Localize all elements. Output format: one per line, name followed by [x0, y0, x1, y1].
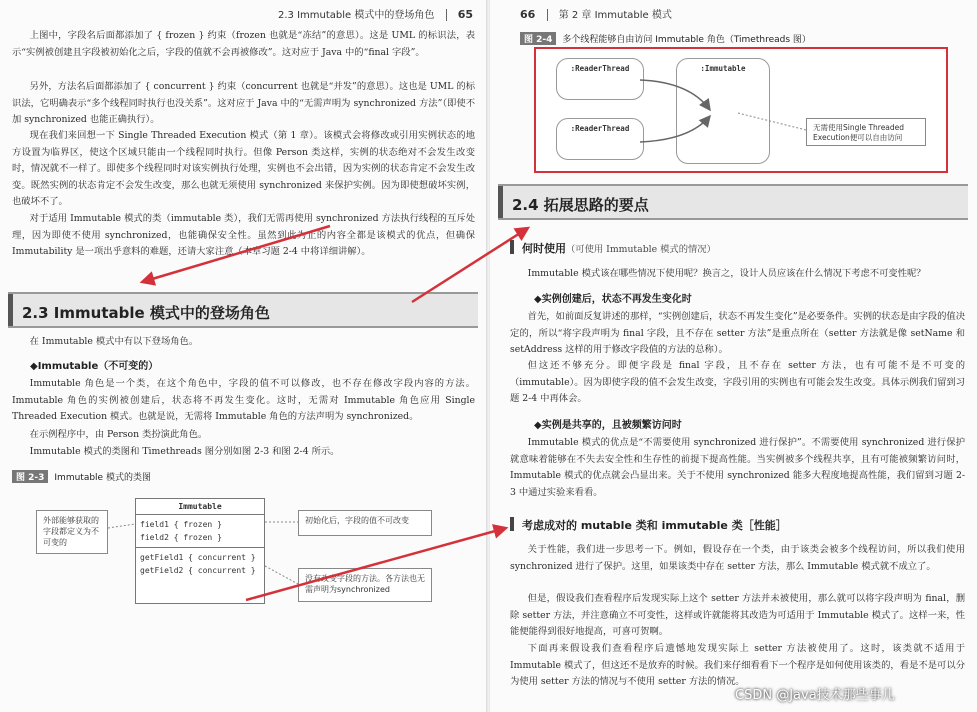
- right-paragraph-3: 但这还不够充分。即便字段是 final 字段，且不存在 setter 方法，也有可能不是不可变的（immutable）。因为即使字段的值不会发生改变，字段引用的实例也有可能会发生改变。具体示例我们留到习题 2-4 中再体会。: [510, 360, 965, 405]
- red-arrow-to-section-2-4: [412, 228, 528, 302]
- note-right-bottom: 没有改变字段的方法。各方法也无需声明为synchronized: [298, 568, 432, 602]
- red-arrow-to-section-2-3: [142, 226, 330, 282]
- figure-2-4-caption: 图 2-4 多个线程能够自由访问 Immutable 角色（Timethreads 图）: [520, 32, 811, 45]
- right-paragraph-4: Immutable 模式的优点是“不需要使用 synchronized 进行保护”。不需要使用 synchronized 进行保护就意味着能够在不失去安全性和生存性的前提下提高性能。当实例被多个线程共享，且有可能被频繁访问时，Immutable 模式的优点就会凸显出来。关于不使用 synchronized 能多大程度地提高性能，我们留到习题 2-3 中通过实验来看看。: [510, 437, 965, 498]
- right-paragraph-6: 但是，假设我们查看程序后发现实际上这个 setter 方法并未被使用，那么就可以将字段声明为 final，删除 setter 方法，并注意确立不可变性，这样或许就能将其改造为可适用于 Immutable 模式了。这样一来，性能便能得到很好地提高，可喜可贺啊。: [510, 593, 965, 638]
- perf-heading: 考虑成对的 mutable 类和 immutable 类［性能］: [510, 517, 787, 533]
- timethread-arrow-2: [640, 116, 710, 142]
- section-title-2-3: 2.3 Immutable 模式中的登场角色: [22, 304, 270, 322]
- left-paragraph-8: Immutable 模式的类图和 Timethreads 图分别如图 2-3 和图 2-4 所示。: [29, 446, 340, 457]
- left-paragraph-1: 上图中，字段名后面都添加了 { frozen } 约束（frozen 也就是“冻结”的意思）。这是 UML 的标识法，表示“实例被创建且字段被初始化之后，字段的值就不会再被修改”。这对应于 Java 中的“final 字段”。: [12, 30, 475, 58]
- timethread-arrow-1: [640, 80, 710, 110]
- figure-2-4-note: 无需使用Single Threaded Execution便可以自由访问: [806, 118, 926, 146]
- field-2: field2 { frozen }: [140, 533, 222, 542]
- role-heading: ◆Immutable（不可变的）: [30, 361, 159, 372]
- bullet-heading-2: ◆实例是共享的，且被频繁访问时: [534, 420, 682, 431]
- right-paragraph-2: 首先，如前面反复讲述的那样，“实例创建后，状态不再发生变化”是必要条件。实例的状态是由字段的值决定的，所以“将字段声明为 final 字段，且不存在 setter 方法”是重点所在（setter 方法就是像 setName 和 setAddress 这样的用于修改字段值的方法的总称）。: [510, 311, 965, 356]
- right-paragraph-7: 下面再来假设我们查看程序后遗憾地发现实际上 setter 方法被使用了。这时，该类就不适用于 Immutable 模式了，但这还不是放弃的时候。我们来仔细看看下一个程序是如何使用该类的，看是不是可以分为使用 setter 方法的情况与不使用 setter 方法的情况。: [510, 643, 965, 688]
- right-paragraph-1: Immutable 模式该在哪些情况下使用呢？换言之，设计人员应该在什么情况下考虑不可变性呢？: [527, 268, 926, 279]
- left-page-number: 65: [457, 8, 474, 21]
- left-paragraph-4: 对于适用 Immutable 模式的类（immutable 类），我们无需再使用 synchronized 方法执行线程的互斥处理，因为即使不使用 synchronized，也能确保安全性。虽然到此为止的内容全都是该模式的优点，但确保 Immutability 是一项出乎意料的难题，还请大家注意（本章习题 2-4 中将详细讲解）。: [12, 213, 475, 258]
- method-1: getField1 { concurrent }: [140, 553, 256, 562]
- field-1: field1 { frozen }: [140, 520, 222, 529]
- left-header-section: 2.3 Immutable 模式中的登场角色: [278, 10, 435, 21]
- reader-thread-1: :ReaderThread: [556, 58, 644, 100]
- figure-2-3-caption: 图 2-3 Immutable 模式的类图: [12, 470, 151, 483]
- note-left: 外部能够获取的字段都定义为不可变的: [36, 510, 108, 554]
- method-2: getField2 { concurrent }: [140, 566, 256, 575]
- reader-thread-2: :ReaderThread: [556, 118, 644, 160]
- csdn-watermark: CSDN @Java技术那些事儿: [735, 688, 895, 703]
- when-to-use-note: （可使用 Immutable 模式的情况）: [566, 244, 716, 255]
- figure-2-4-tag: 图 2-4: [520, 32, 556, 45]
- immutable-object: :Immutable: [676, 58, 770, 164]
- left-paragraph-6: Immutable 角色是一个类，在这个角色中，字段的值不可以修改，也不存在修改字段内容的方法。Immutable 角色的实例被创建后，状态将不再发生变化。这时，无需对 Immutable 角色应用 Single Threaded Execution 模式。也就是说，无需将 Immutable 角色的方法声明为 synchronized。: [12, 378, 475, 423]
- note-right-top: 初始化后，字段的值不可改变: [298, 510, 432, 536]
- red-arrow-to-perf-heading: [246, 528, 506, 600]
- section-title-2-4: 2.4 拓展思路的要点: [512, 196, 649, 214]
- left-paragraph-5: 在 Immutable 模式中有以下登场角色。: [29, 336, 199, 347]
- when-to-use-heading: 何时使用（可使用 Immutable 模式的情况）: [510, 240, 716, 256]
- left-paragraph-2: 另外，方法名后面都添加了 { concurrent } 约束（concurrent 也就是“并发”的意思）。这也是 UML 的标识法，它明确表示“多个线程同时执行也没关系”。这对应于 Java 中的“无需声明为 synchronized 方法”（即使不加 synchronized 也能正确执行）。: [12, 81, 475, 126]
- left-paragraph-3: 现在我们来回想一下 Single Threaded Execution 模式（第 1 章）。该模式会将修改或引用实例状态的地方设置为临界区，使这个区域只能由一个线程同时执行。但像 Person 类这样，实例的状态绝对不会发生改变时，情况就不一样了。即使多个线程同时对该实例执行处理，实例也不会出错，因为实例的状态肯定不会发生改变。既然实例的状态肯定不会发生改变，那么也就无须使用 synchronized 来保护实例。因为即使想破坏实例，也破坏不了。: [12, 130, 475, 208]
- bullet-heading-1: ◆实例创建后，状态不再发生变化时: [534, 294, 692, 305]
- figure-2-3-tag: 图 2-3: [12, 470, 48, 483]
- right-header-chapter: 第 2 章 Immutable 模式: [558, 10, 672, 21]
- class-name: Immutable: [136, 499, 264, 515]
- left-paragraph-7: 在示例程序中，由 Person 类扮演此角色。: [29, 429, 208, 440]
- right-page-number: 66: [520, 8, 536, 21]
- right-paragraph-5: 关于性能，我们进一步思考一下。例如，假设存在一个类，由于该类会被多个线程访问，所以我们使用 synchronized 进行了保护。这里，如果该类中存在 setter 方法，那么 Immutable 模式就不成立了。: [510, 544, 965, 572]
